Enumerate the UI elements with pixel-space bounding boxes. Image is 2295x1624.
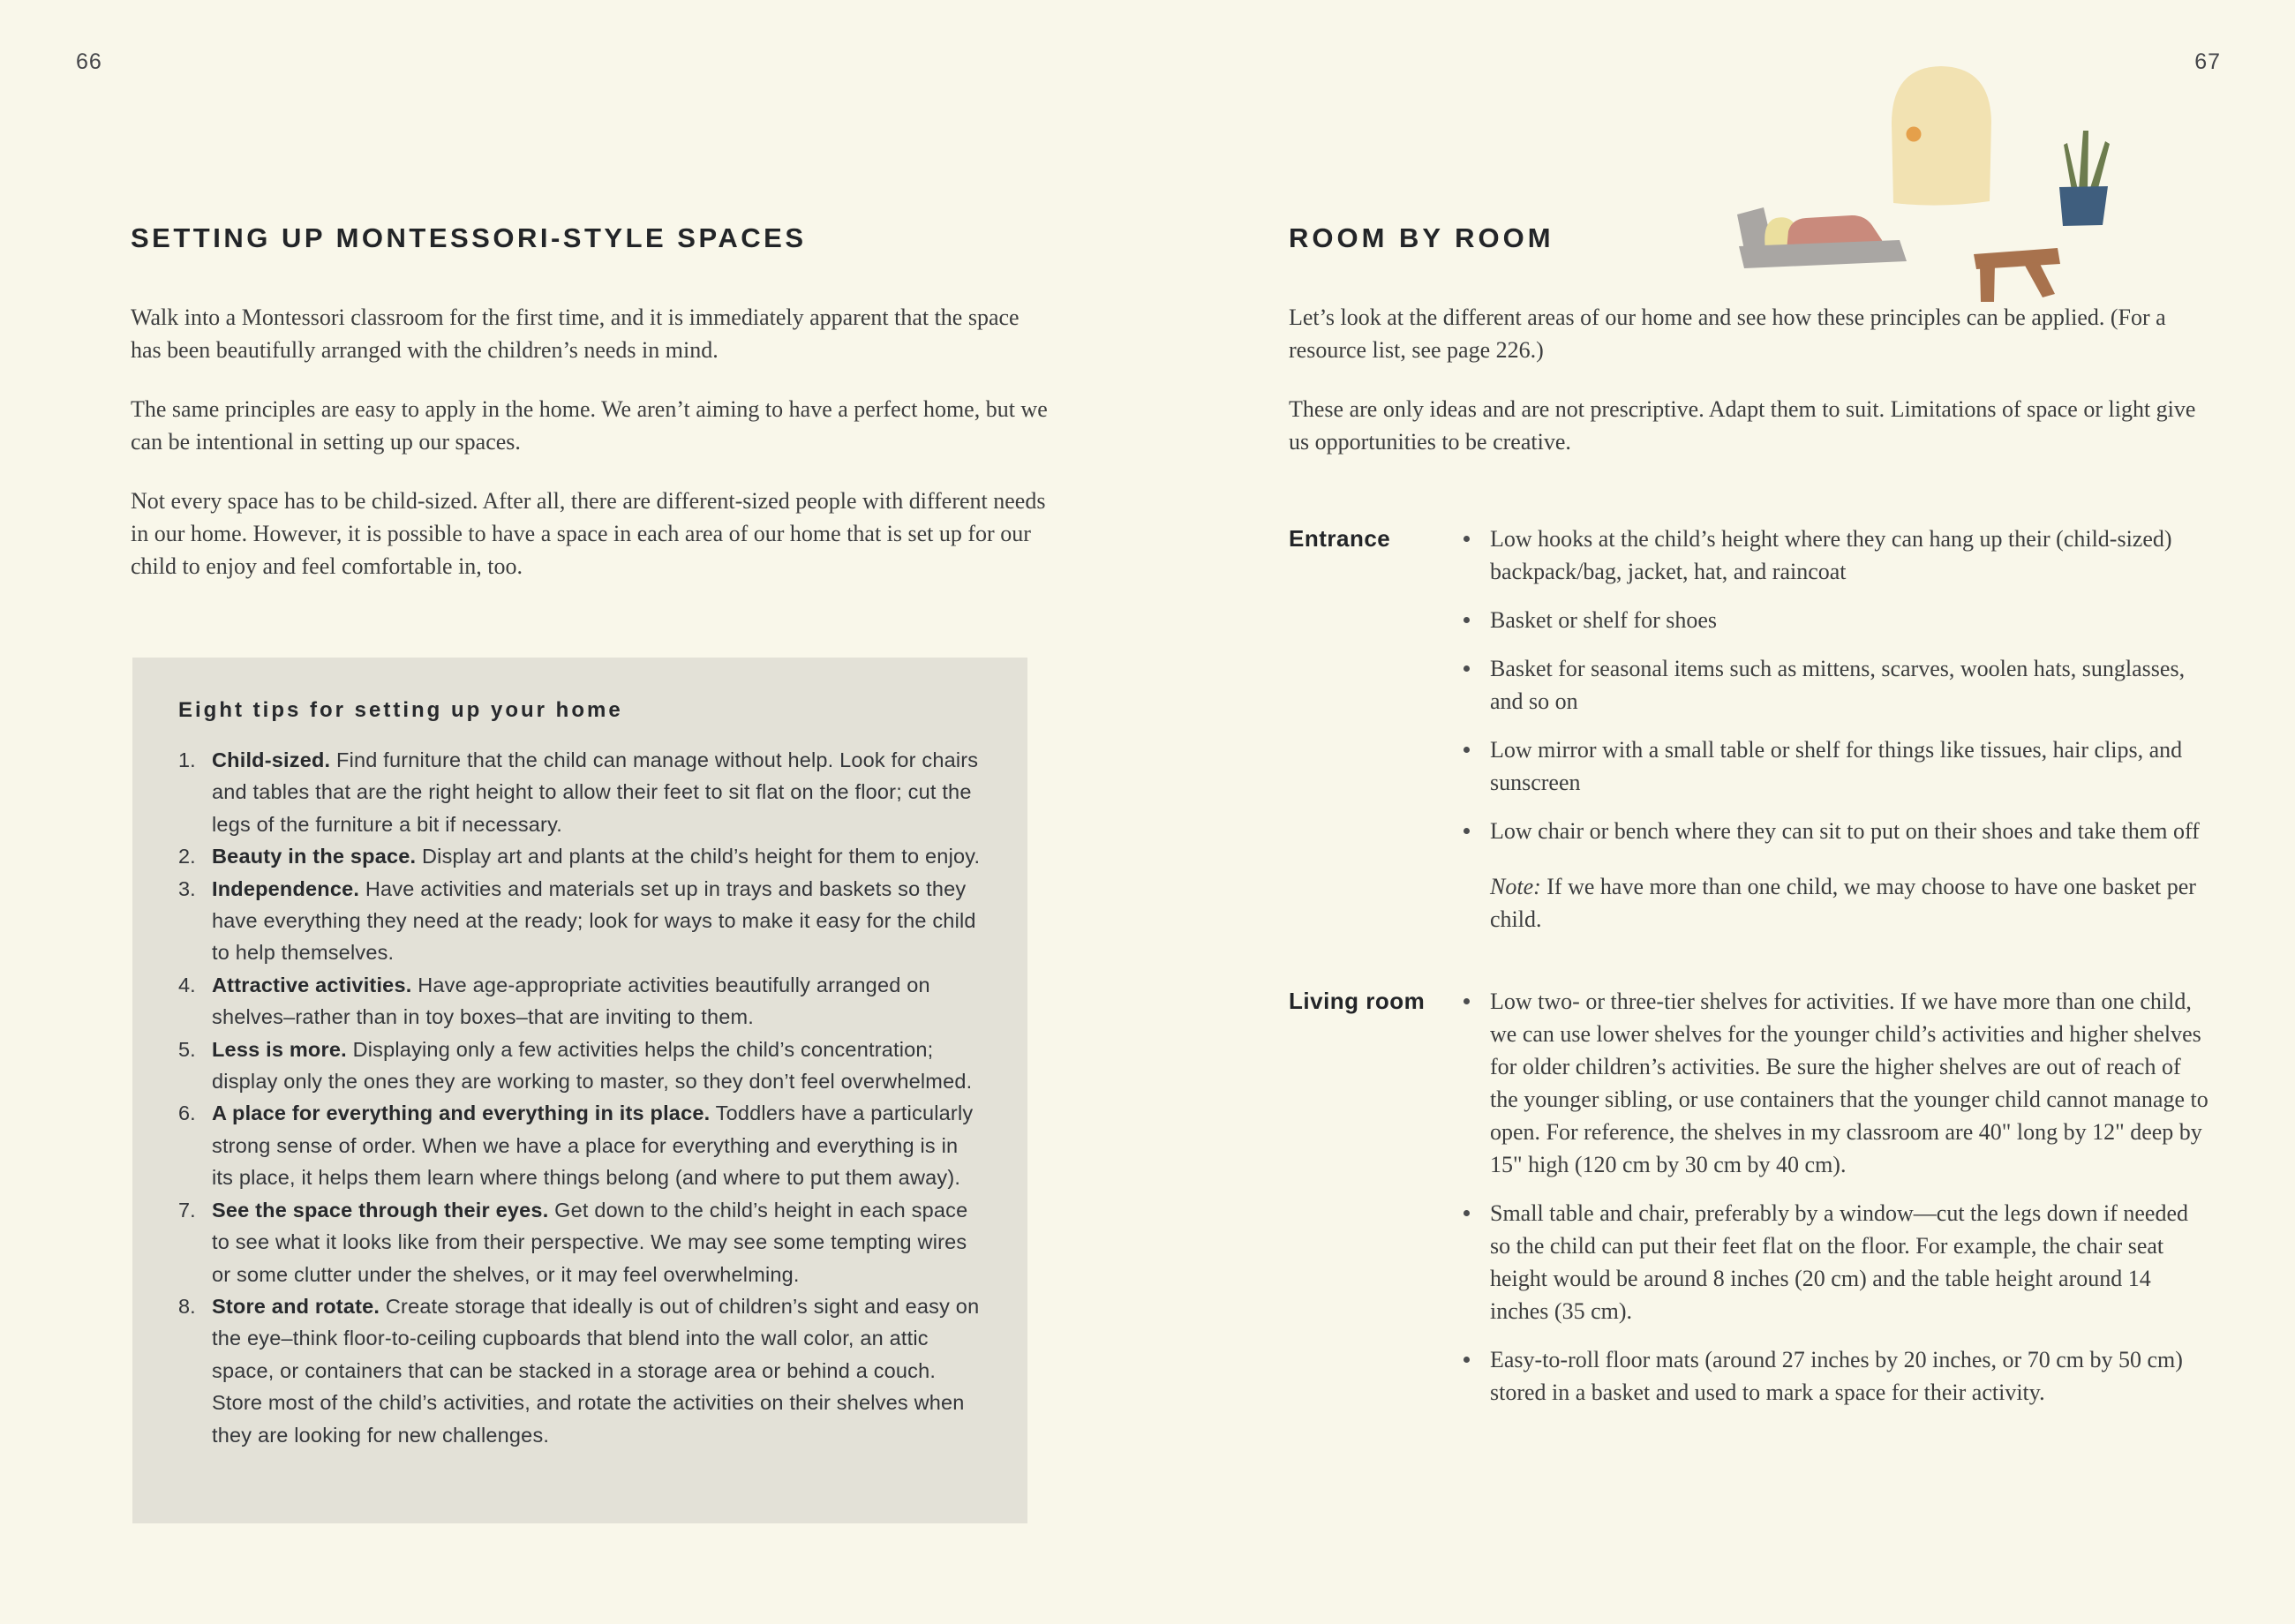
tip-number: 7.: [178, 1198, 196, 1222]
bullet-item: Low hooks at the child’s height where they can hang up their (child-sized) backpack/bag, jacket, hat, and raincoat: [1490, 523, 2212, 588]
room-collage-illustration: [1719, 32, 2186, 304]
bullet-item: Low mirror with a small table or shelf for things like tissues, hair clips, and sunscreen: [1490, 733, 2212, 799]
bullet-item: Easy-to-roll floor mats (around 27 inches by 20 inches, or 70 cm by 50 cm) stored in a basket and used to mark a space for their activity.: [1490, 1343, 2212, 1409]
bullet-item: Low two- or three-tier shelves for activities. If we have more than one child, we can use lower shelves for the younger child’s activities and higher shelves for older children’s activities. Be sure the higher shelves are out of reach of the younger sibling, or use containers that the younger child cannot manage to open. For reference, the shelves in my classroom are 40" long by 12" deep by 15" high (120 cm by 30 cm by 40 cm).: [1490, 985, 2212, 1181]
plant-illustration: [2059, 131, 2110, 226]
tip-lead: A place for everything and everything in its place.: [212, 1101, 711, 1125]
tip-lead: Store and rotate.: [212, 1294, 380, 1318]
tip-number: 3.: [178, 876, 196, 900]
tip-item: [178, 1194, 982, 1290]
tip-item: [178, 1290, 982, 1451]
tip-number: 2.: [178, 845, 196, 868]
page-number-right: 67: [2194, 49, 2221, 74]
tips-box: [132, 658, 1027, 1523]
tip-lead: Beauty in the space.: [212, 845, 417, 868]
floor-bed-illustration: [1737, 207, 1907, 268]
room-sections: [1289, 523, 2212, 1409]
tip-text: Get down to the child’s height in each space to see what it looks like from their perspective. We may see some tempting wires or some clutter under the shelves, or it may feel overwhelming.: [212, 1198, 968, 1286]
bullet-item: Low chair or bench where they can sit to put on their shoes and take them off: [1490, 815, 2212, 847]
paragraph: The same principles are easy to apply in the home. We aren’t aiming to have a perfect home, but we can be intentional in setting up our spaces.: [131, 396, 1048, 455]
left-page-body: [131, 301, 1050, 609]
living-room-bullet-list: [1490, 985, 2212, 1409]
tips-box-heading: Eight tips for setting up your home: [178, 698, 623, 722]
tip-text: Find furniture that the child can manage without help. Look for chairs and tables that are the right height to allow their feet to sit flat on the floor; cut the legs of the furniture a bit if necessary.: [212, 748, 979, 836]
bullet-item: Basket for seasonal items such as mittens, scarves, woolen hats, sunglasses, and so on: [1490, 652, 2212, 718]
tip-lead: Child-sized.: [212, 748, 331, 771]
tip-item: [178, 1097, 982, 1193]
tip-text: Displaying only a few activities helps the child’s concentration; display only the ones they are working to master, so they don’t feel overwhelmed.: [212, 1037, 973, 1094]
entrance-bullet-list: [1490, 523, 2212, 847]
tip-item: [178, 744, 982, 840]
tip-lead: Independence.: [212, 876, 360, 900]
tip-number: 6.: [178, 1101, 196, 1125]
tip-lead: Less is more.: [212, 1037, 347, 1061]
tip-text: Toddlers have a particularly strong sense of order. When we have a place for everything and everything is in its place, it helps them learn where things belong (and where to put them away).: [212, 1101, 974, 1190]
tips-list: [178, 744, 982, 1451]
note-text: If we have more than one child, we may choose to have one basket per child.: [1490, 874, 2196, 932]
tip-item: [178, 873, 982, 969]
page-number-left: 66: [76, 49, 102, 74]
stool-illustration: [1974, 248, 2060, 302]
tip-text: Display art and plants at the child’s height for them to enjoy.: [421, 845, 981, 868]
tip-item: [178, 1034, 982, 1098]
left-page-title: SETTING UP MONTESSORI-STYLE SPACES: [131, 222, 807, 253]
door-illustration: [1892, 66, 1991, 206]
section-label-living-room: Living room: [1289, 988, 1426, 1014]
tip-number: 8.: [178, 1294, 196, 1318]
tip-text: Create storage that ideally is out of children’s sight and easy on the eye–think floor-to-ceiling cupboards that blend into the wall color, an attic space, or containers that can be stacked in a storage area or behind a couch. Store most of the child’s activities, and rotate the activities on their shelves when they are looking for new challenges.: [212, 1294, 980, 1447]
tip-text: Have age-appropriate activities beautifully arranged on shelves–rather than in toy boxes–that are inviting to them.: [212, 973, 930, 1029]
paragraph: Not every space has to be child-sized. After all, there are different-sized people with different needs in our home. However, it is possible to have a space in each area of our home that is set up for our child to enjoy and feel comfortable in, too.: [131, 488, 1046, 579]
section-label-entrance: Entrance: [1289, 525, 1391, 552]
paragraph: These are only ideas and are not prescriptive. Adapt them to suit. Limitations of space or light give us opportunities to be creative.: [1289, 396, 2196, 455]
right-page-title: ROOM BY ROOM: [1289, 222, 1554, 253]
right-page-body: [1289, 301, 2208, 485]
tip-lead: See the space through their eyes.: [212, 1198, 549, 1222]
bullet-item: Basket or shelf for shoes: [1490, 604, 2212, 636]
door-knob-illustration: [1907, 127, 1922, 142]
tip-item: [178, 840, 982, 872]
tip-item: [178, 969, 982, 1034]
tip-lead: Attractive activities.: [212, 973, 412, 996]
section-entrance: [1289, 523, 2212, 936]
entrance-note: [1490, 870, 2212, 936]
section-living-room: [1289, 985, 2212, 1409]
paragraph: Walk into a Montessori classroom for the first time, and it is immediately apparent that the space has been beautifully arranged with the children’s needs in mind.: [131, 304, 1020, 363]
tip-number: 4.: [178, 973, 196, 996]
tip-number: 5.: [178, 1037, 196, 1061]
tip-number: 1.: [178, 748, 196, 771]
note-lead: Note:: [1490, 874, 1541, 899]
tip-text: Have activities and materials set up in trays and baskets so they have everything they need at the ready; look for ways to make it easy for the child to help themselves.: [212, 876, 976, 965]
bullet-item: Small table and chair, preferably by a window—cut the legs down if needed so the child can put their feet flat on the floor. For example, the chair seat height would be around 8 inches (20 cm) and the table height around 14 inches (35 cm).: [1490, 1197, 2212, 1327]
paragraph: Let’s look at the different areas of our home and see how these principles can be applied. (For a resource list, see page 226.): [1289, 304, 2166, 363]
